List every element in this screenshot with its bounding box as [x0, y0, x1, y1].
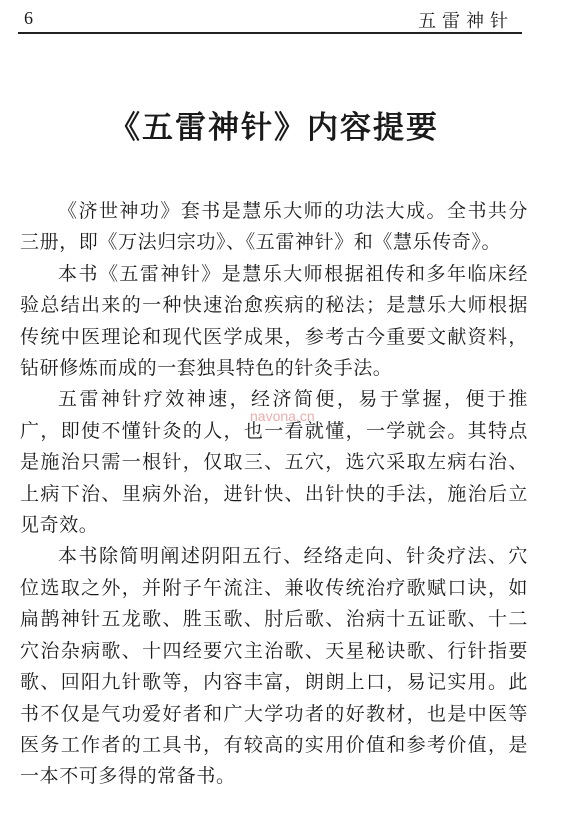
paragraph-1: 《济世神功》套书是慧乐大师的功法大成。全书共分三册，即《万法归宗功》、《五雷神针》和《慧乐传奇》。	[20, 200, 528, 254]
running-title: 五雷神针	[418, 11, 514, 32]
paragraph-3: 五雷神针疗效神速，经济简便，易于掌握，便于推广，即使不懂针灸的人，也一看就懂，一学就会。其特点是施治只需一根针，仅取三、五穴，选穴采取左病右治、上病下治、里病外治，进针快、出针快的手法，施治后立见奇效。	[20, 388, 528, 537]
page-title: 《五雷神针》内容提要	[109, 110, 439, 146]
page-header	[18, 6, 522, 34]
paragraph-4: 本书除简明阐述阴阳五行、经络走向、针灸疗法、穴位选取之外，并附子午流注、兼收传统治疗歌赋口诀，如扁鹊神针五龙歌、胜玉歌、肘后歌、治病十五证歌、十二穴治杂病歌、十四经要穴主治歌、天星秘诀歌、行针指要歌、回阳九针歌等，内容丰富，朗朗上口，易记实用。此书不仅是气功爱好者和广大学功者的好教材，也是中医等医务工作者的工具书，有较高的实用价值和参考价值，是一本不可多得的常备书。	[20, 545, 528, 788]
watermark: navona.cn	[250, 408, 315, 424]
body-text	[20, 196, 528, 793]
paragraph-2: 本书《五雷神针》是慧乐大师根据祖传和多年临床经验总结出来的一种快速治愈疾病的秘法；是慧乐大师根据传统中医理论和现代医学成果，参考古今重要文献资料，钻研修炼而成的一套独具特色的针灸手法。	[20, 262, 528, 380]
page-number: 6	[24, 8, 33, 28]
